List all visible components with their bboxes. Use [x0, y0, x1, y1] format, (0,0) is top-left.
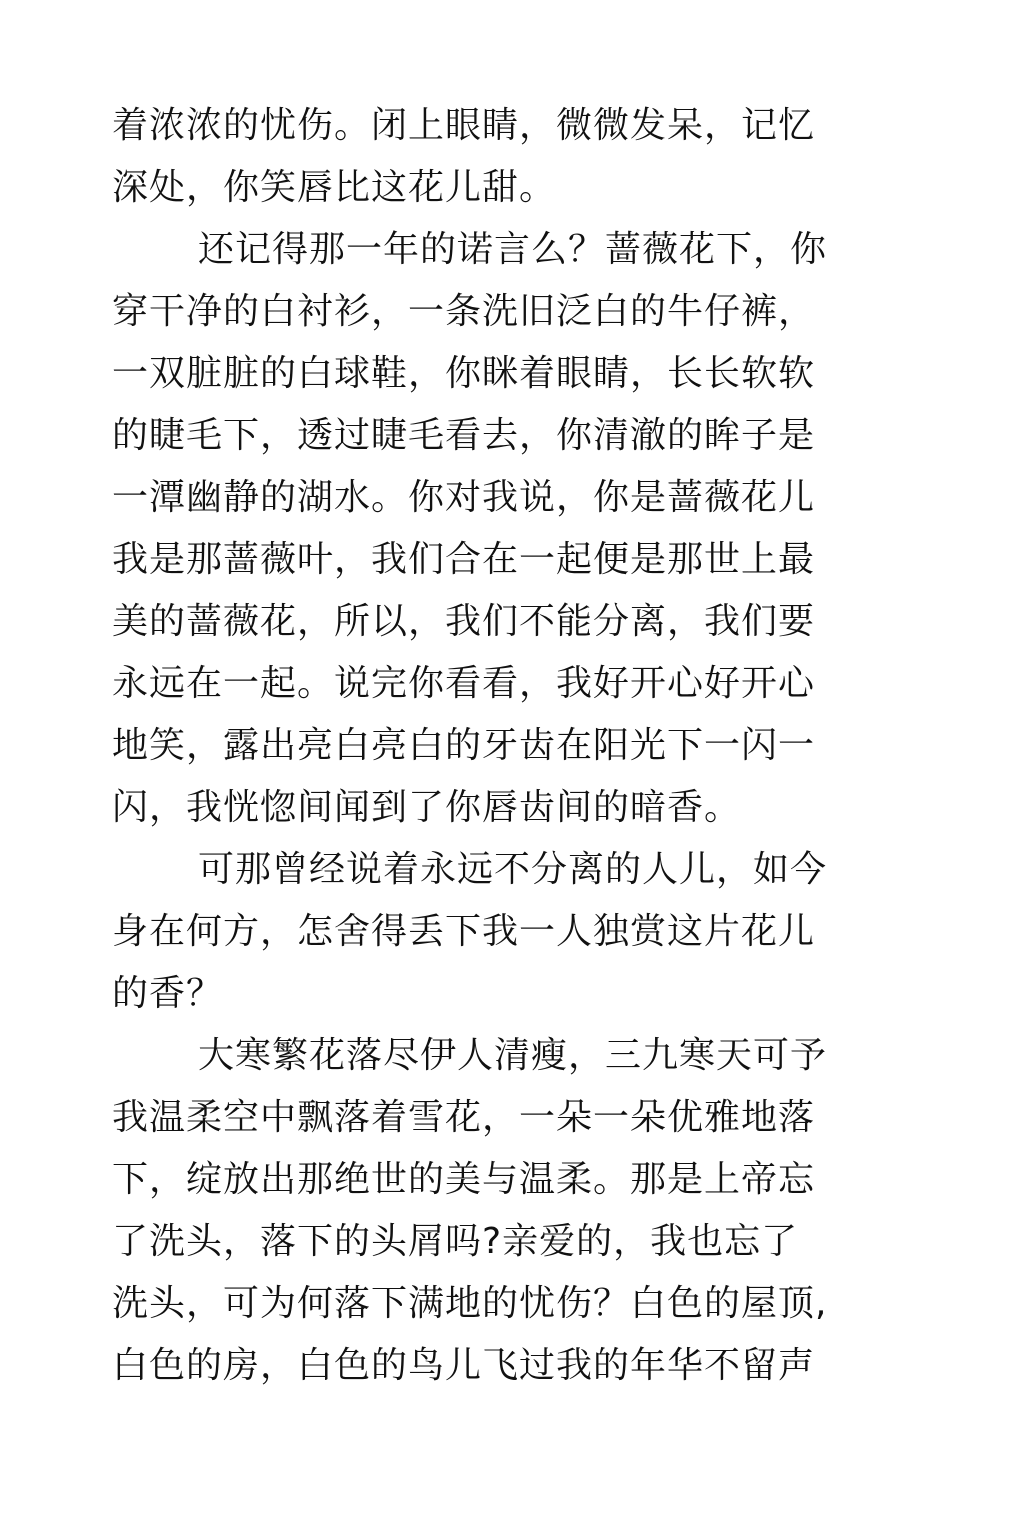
text-line: 穿干净的白衬衫，一条洗旧泛白的牛仔裤， [112, 291, 816, 332]
text-line: 着浓浓的忧伤。闭上眼睛，微微发呆，记忆 [112, 105, 816, 146]
paragraph-start-line: 还记得那一年的诺言么？蔷薇花下，你 [198, 229, 828, 270]
paragraph-start-line: 大寒繁花落尽伊人清瘦，三九寒天可予 [198, 1035, 828, 1076]
text-line: 一双脏脏的白球鞋，你眯着眼睛，长长软软 [112, 353, 816, 394]
text-line: 我是那蔷薇叶，我们合在一起便是那世上最 [112, 539, 816, 580]
text-line: 了洗头，落下的头屑吗?亲爱的，我也忘了 [112, 1221, 799, 1262]
text-line: 身在何方，怎舍得丢下我一人独赏这片花儿 [112, 911, 816, 952]
text-line: 地笑，露出亮白亮白的牙齿在阳光下一闪一 [112, 725, 816, 766]
text-line: 的香？ [112, 973, 224, 1014]
text-line: 闪，我恍惚间闻到了你唇齿间的暗香。 [112, 787, 742, 828]
text-line: 一潭幽静的湖水。你对我说，你是蔷薇花儿 [112, 477, 816, 518]
text-line: 洗头，可为何落下满地的忧伤？白色的屋顶, [112, 1283, 828, 1324]
body-text [112, 95, 842, 1397]
paragraph-start-line: 可那曾经说着永远不分离的人儿，如今 [198, 849, 828, 890]
text-line: 美的蔷薇花，所以，我们不能分离，我们要 [112, 601, 816, 642]
text-line: 白色的房，白色的鸟儿飞过我的年华不留声 [112, 1345, 816, 1386]
text-line: 的睫毛下，透过睫毛看去，你清澈的眸子是 [112, 415, 816, 456]
text-line: 深处，你笑唇比这花儿甜。 [112, 167, 557, 208]
text-line: 永远在一起。说完你看看，我好开心好开心 [112, 663, 816, 704]
text-line: 我温柔空中飘落着雪花，一朵一朵优雅地落 [112, 1097, 816, 1138]
text-line: 下，绽放出那绝世的美与温柔。那是上帝忘 [112, 1159, 816, 1200]
